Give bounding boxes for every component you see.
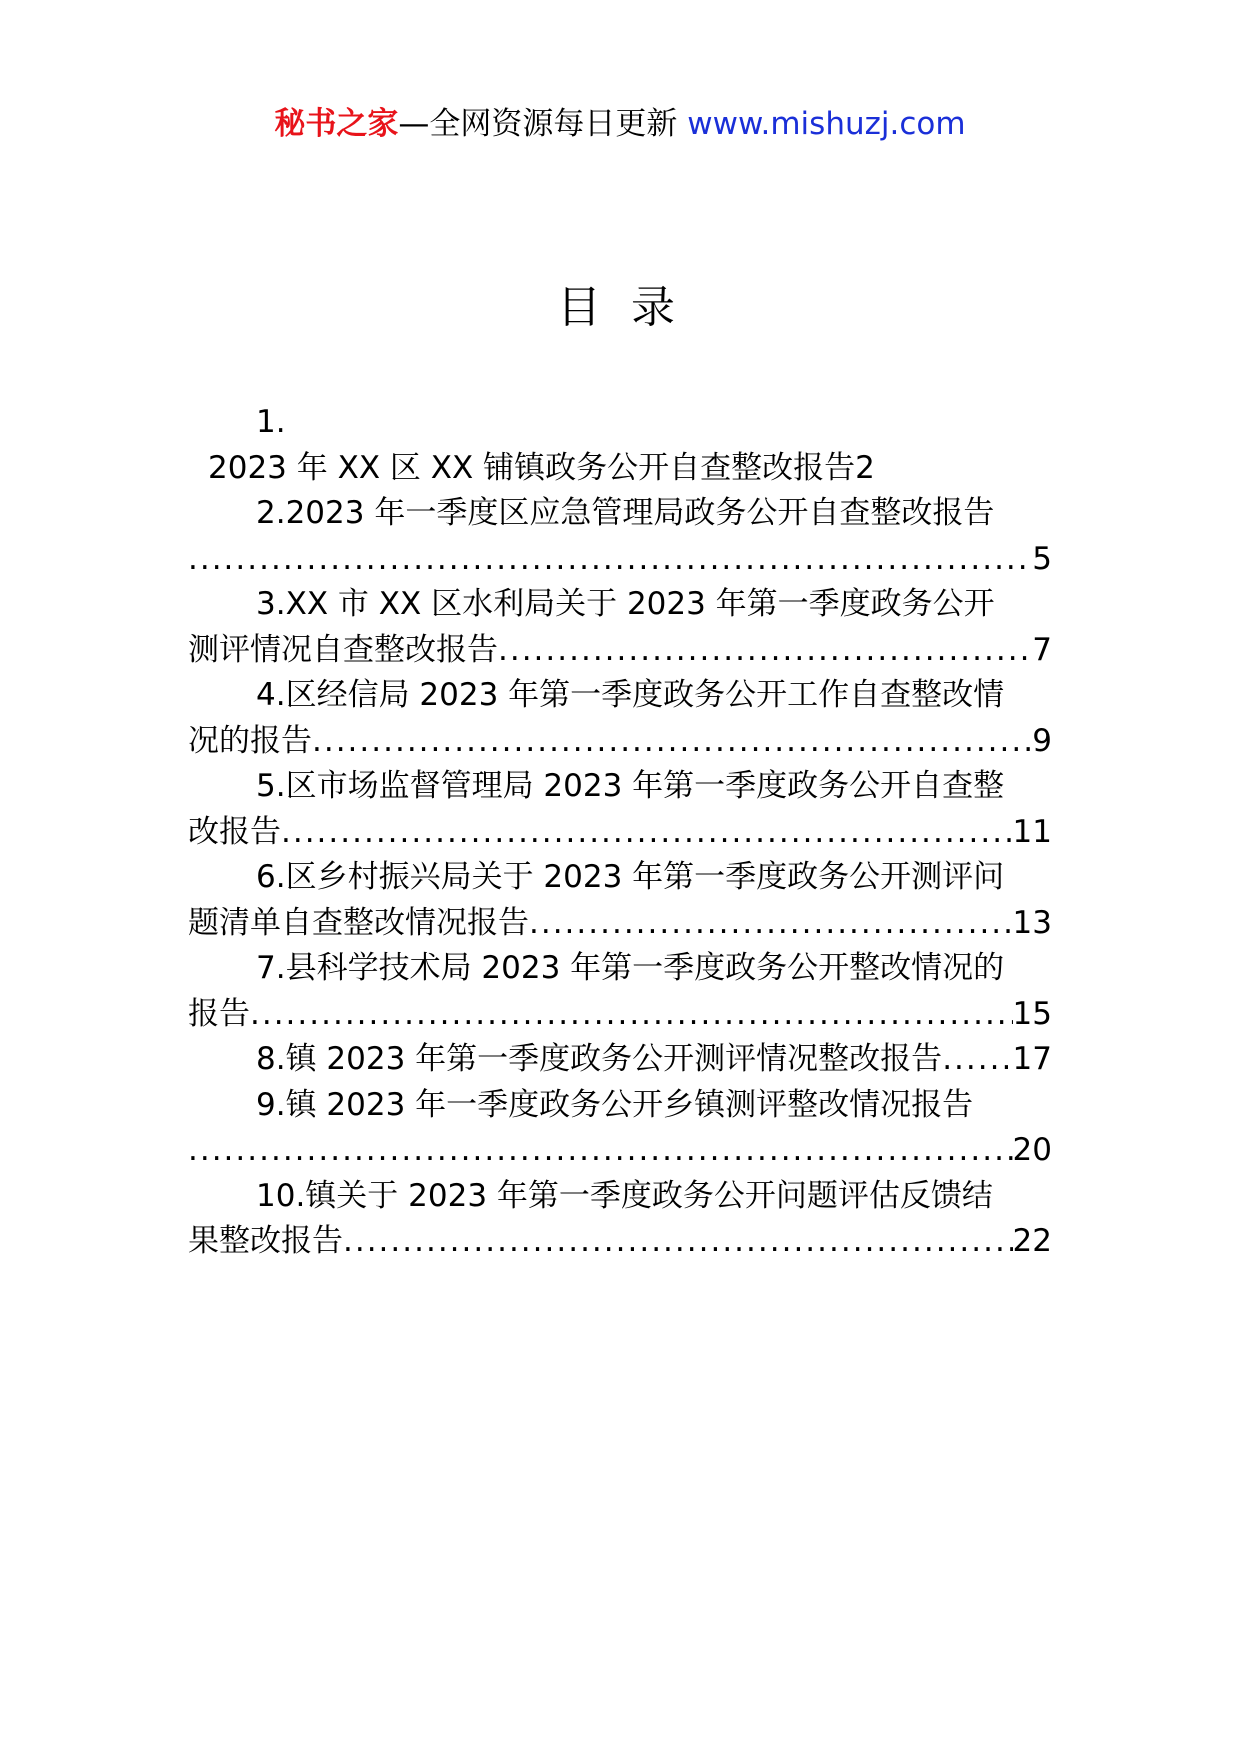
page-title: 目 录 xyxy=(557,282,683,333)
toc-entry-leader-line xyxy=(188,810,1052,856)
dot-leader xyxy=(529,901,1013,947)
toc-entry-title: 7.县科学技术局 2023 年第一季度政务公开整改情况的 xyxy=(256,950,1005,986)
toc-entry-2[interactable] xyxy=(188,491,1052,582)
toc-entry-title: 10.镇关于 2023 年第一季度政务公开问题评估反馈结 xyxy=(256,1177,993,1214)
toc-entry-3[interactable] xyxy=(188,582,1052,673)
toc-entry-7[interactable] xyxy=(188,946,1052,1037)
toc-entry-title: 2023 年 XX 区 XX 铺镇政务公开自查整改报告 xyxy=(208,449,856,486)
toc-entry-1[interactable] xyxy=(188,400,1052,491)
toc-entry-page: 2 xyxy=(855,449,875,486)
toc-entry-leader-line xyxy=(188,1219,1052,1265)
toc-entry-title: 8.镇 2023 年第一季度政务公开测评情况整改报告 xyxy=(256,1041,943,1077)
dot-leader xyxy=(498,628,1032,674)
dot-leader xyxy=(188,1128,1013,1174)
toc-entry-page: 13 xyxy=(1012,904,1052,941)
toc-entry-leader-line xyxy=(188,719,1052,765)
toc-entry-title: 3.XX 市 XX 区水利局关于 2023 年第一季度政务公开 xyxy=(256,586,995,622)
toc-entry-leader-line xyxy=(188,537,1052,583)
toc-entry-title-line xyxy=(188,446,1052,492)
table-of-contents xyxy=(188,400,1052,1265)
toc-entry-title-cont: 果整改报告 xyxy=(188,1223,343,1259)
toc-entry-title: 2.2023 年一季度区应急管理局政务公开自查整改报告 xyxy=(256,495,995,531)
dot-leader xyxy=(942,1037,1012,1083)
dot-leader xyxy=(188,537,1032,583)
toc-entry-page: 20 xyxy=(1012,1132,1052,1168)
toc-entry-leader-line xyxy=(188,901,1052,947)
dot-leader xyxy=(312,719,1032,765)
toc-entry-title-cont: 报告 xyxy=(188,995,250,1032)
toc-entry-title: 5.区市场监督管理局 2023 年第一季度政务公开自查整 xyxy=(256,768,1005,804)
toc-entry-title: 6.区乡村振兴局关于 2023 年第一季度政务公开测评问 xyxy=(256,859,1005,895)
toc-entry-title: 9.镇 2023 年一季度政务公开乡镇测评整改情况报告 xyxy=(256,1086,974,1123)
toc-entry-title-cont: 况的报告 xyxy=(188,722,312,759)
toc-entry-8[interactable] xyxy=(188,1037,1052,1083)
toc-entry-leader-line xyxy=(188,1037,1052,1083)
site-url-link[interactable]: www.mishuzj.com xyxy=(687,106,966,142)
toc-entry-page: 15 xyxy=(1012,995,1052,1032)
toc-entry-4[interactable] xyxy=(188,673,1052,764)
toc-entry-title-cont: 题清单自查整改情况报告 xyxy=(188,904,529,941)
brand-name: 秘书之家 xyxy=(274,106,399,142)
toc-entry-title-cont: 测评情况自查整改报告 xyxy=(188,631,498,668)
dot-leader xyxy=(343,1219,1013,1265)
dot-leader xyxy=(250,992,1013,1038)
toc-entry-page: 11 xyxy=(1012,813,1052,850)
toc-entry-5[interactable] xyxy=(188,764,1052,855)
toc-entry-leader-line xyxy=(188,1128,1052,1174)
toc-entry-page: 7 xyxy=(1032,631,1052,668)
toc-entry-page: 17 xyxy=(1012,1041,1052,1077)
header-slogan: —全网资源每日更新 xyxy=(398,106,678,142)
toc-entry-title-cont: 改报告 xyxy=(188,813,281,850)
toc-entry-title: 4.区经信局 2023 年第一季度政务公开工作自查整改情 xyxy=(256,677,1005,713)
toc-entry-page: 5 xyxy=(1032,540,1052,577)
dot-leader xyxy=(281,810,1013,856)
site-header xyxy=(0,104,1240,144)
toc-entry-leader-line xyxy=(188,992,1052,1038)
toc-entry-page: 22 xyxy=(1012,1223,1052,1259)
toc-entry-9[interactable] xyxy=(188,1083,1052,1174)
toc-entry-6[interactable] xyxy=(188,855,1052,946)
toc-entry-leader-line xyxy=(188,628,1052,674)
toc-entry-10[interactable] xyxy=(188,1174,1052,1265)
toc-entry-number: 1. xyxy=(256,404,286,440)
toc-entry-page: 9 xyxy=(1032,722,1052,759)
